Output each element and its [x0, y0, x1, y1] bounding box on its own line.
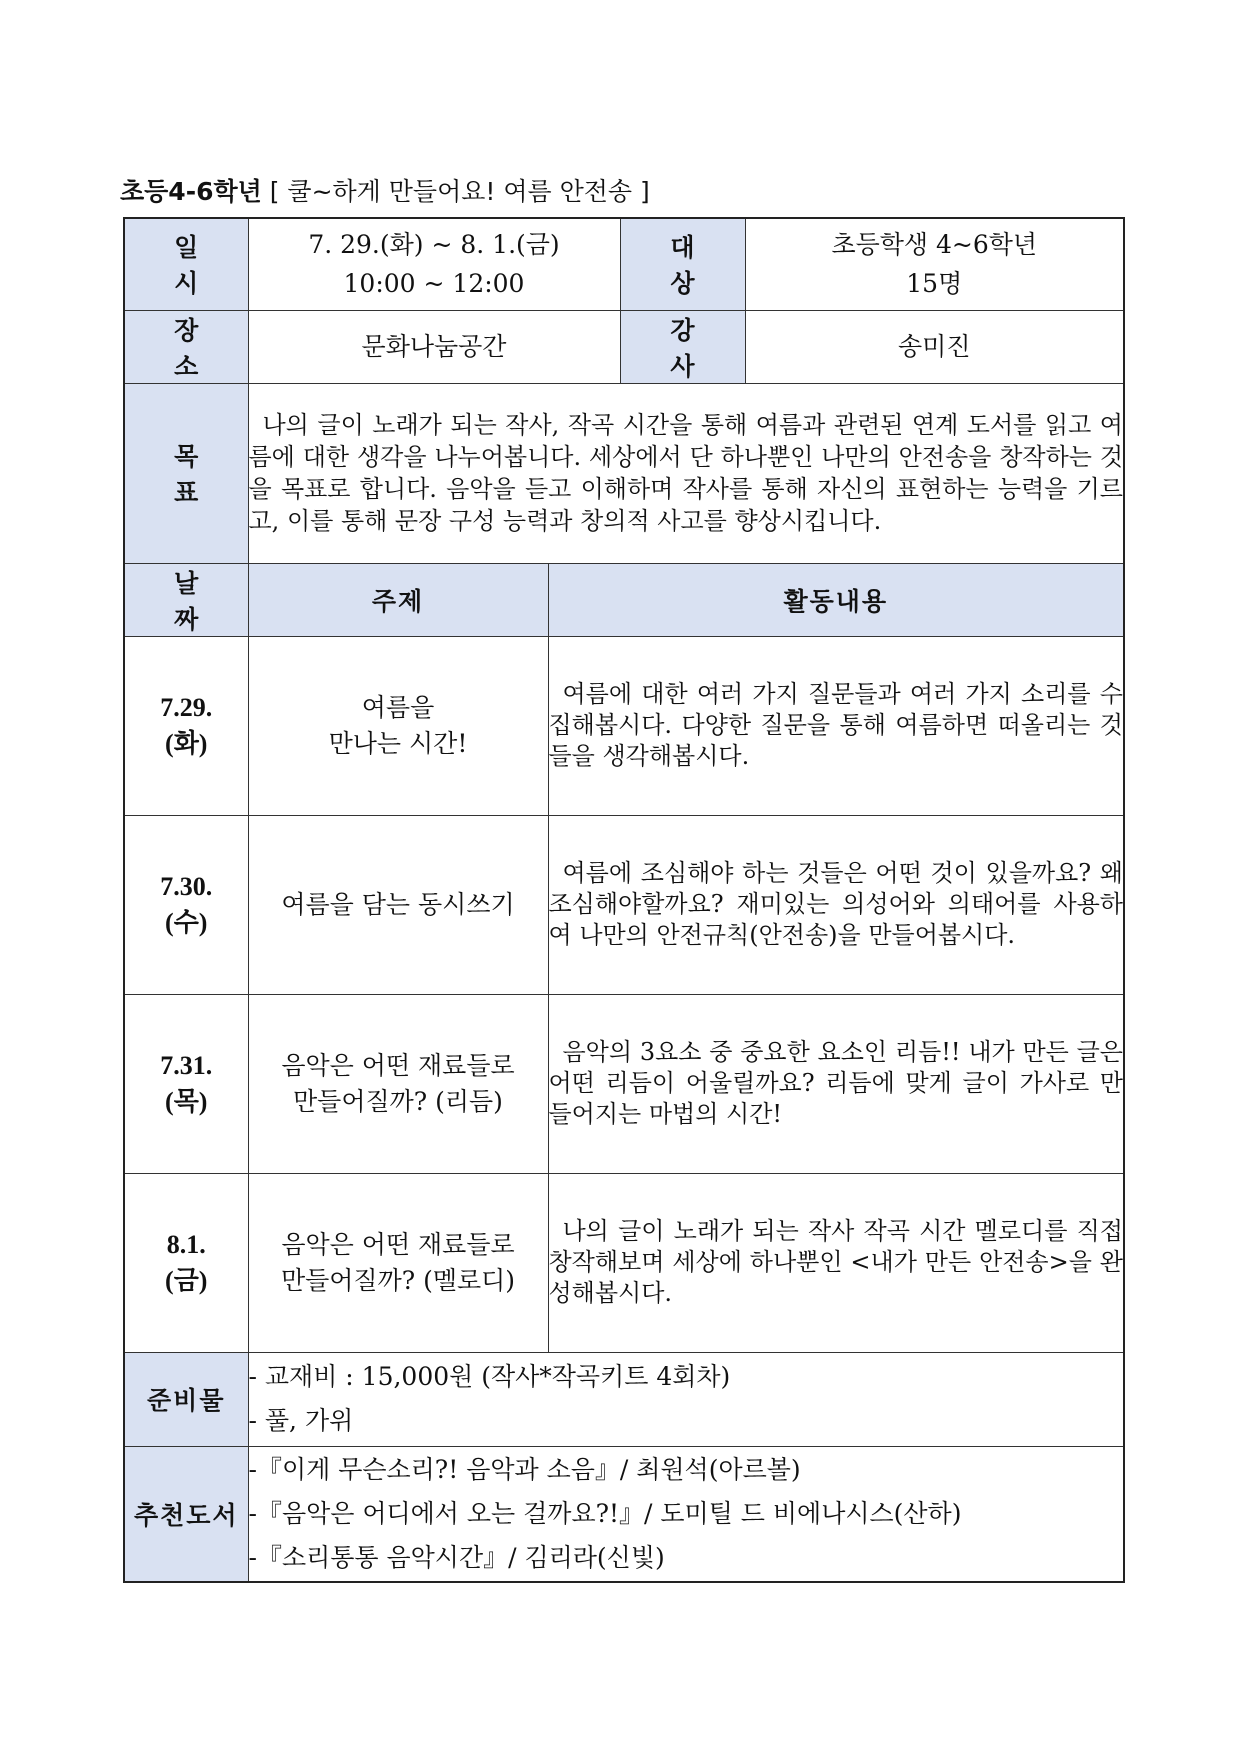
- place-label: 장 소: [124, 310, 248, 383]
- session-date: [124, 636, 248, 815]
- session-activity-text: 여름에 조심해야 하는 것들은 어떤 것이 있을까요? 왜 조심해야할까요? 재미있는 의성어와 의태어를 사용하여 나만의 안전규칙(안전송)을 만들어봅시다.: [548, 859, 1123, 949]
- teacher-value: 송미진: [745, 310, 1124, 383]
- info-row-place: [124, 310, 1124, 383]
- session-topic-line: 음악은 어떤 재료들로: [281, 1229, 515, 1259]
- book-item: -『음악은 어디에서 오는 걸까요?!』/ 도미틸 드 비에나시스(산하): [248, 1498, 962, 1528]
- date-range: 7. 29.(화) ~ 8. 1.(금): [308, 230, 560, 260]
- target-grade: 초등학생 4~6학년: [831, 230, 1038, 260]
- session-date-weekday: (화): [165, 728, 208, 758]
- book-item: -『소리통통 음악시간』/ 김리라(신빛): [248, 1542, 665, 1572]
- materials-item: - 교재비 : 15,000원 (작사*작곡키트 4회차): [248, 1362, 731, 1391]
- session-topic-line: 만들어질까? (멜로디): [280, 1265, 516, 1295]
- session-activity-text: 나의 글이 노래가 되는 작사 작곡 시간 멜로디를 직접 창작해보며 세상에 하나뿐인 <내가 만든 안전송>을 완성해봅시다.: [548, 1217, 1123, 1307]
- session-date: [124, 1173, 248, 1352]
- session-activity-text: 여름에 대한 여러 가지 질문들과 여러 가지 소리를 수집해봅시다. 다양한 질문을 통해 여름하면 떠올리는 것들을 생각해봅시다.: [548, 680, 1123, 770]
- books-label: 추천도서: [124, 1446, 248, 1582]
- session-date-weekday: (수): [165, 907, 208, 937]
- schedule-header-row: [124, 563, 1124, 636]
- goal-text: 나의 글이 노래가 되는 작사, 작곡 시간을 통해 여름과 관련된 연계 도서를 읽고 여름에 대한 생각을 나누어봅니다. 세상에서 단 하나뿐인 나만의 안전송을 창작하는 것을 목표로 합니다. 음악을 듣고 이해하며 작사를 통해 자신의 표현하는 능력을 기르고, 이를 통해 문장 구성 능력과 창의적 사고를 향상시킵니다.: [248, 411, 1123, 535]
- book-item: -『이게 무슨소리?! 음악과 소음』/ 최원석(아르볼): [248, 1454, 801, 1484]
- schedule-row: [124, 1173, 1124, 1352]
- materials-label: 준비물: [124, 1352, 248, 1446]
- title-program-name: [ 쿨~하게 만들어요! 여름 안전송 ]: [269, 177, 650, 206]
- materials-item: - 풀, 가위: [248, 1406, 354, 1435]
- schedule-topic-header: 주제: [248, 563, 548, 636]
- info-row-date: [124, 218, 1124, 310]
- session-date: [124, 994, 248, 1173]
- program-table: [123, 217, 1125, 1583]
- session-topic: [248, 636, 548, 815]
- goal-text-cell: [248, 383, 1124, 563]
- schedule-date-header: 날 짜: [124, 563, 248, 636]
- place-value: 문화나눔공간: [248, 310, 620, 383]
- session-date-day: 7.31.: [160, 1050, 213, 1080]
- session-date-weekday: (금): [165, 1265, 208, 1295]
- session-activity: [548, 994, 1124, 1173]
- session-activity-text: 음악의 3요소 중 중요한 요소인 리듬!! 내가 만든 글은 어떤 리듬이 어울릴까요? 리듬에 맞게 글이 가사로 만들어지는 마법의 시간!: [548, 1038, 1123, 1128]
- target-value: [745, 218, 1124, 310]
- session-date-weekday: (목): [165, 1086, 208, 1116]
- schedule-activity-header: 활동내용: [548, 563, 1124, 636]
- target-label: 대 상: [620, 218, 745, 310]
- session-activity: [548, 815, 1124, 994]
- schedule-row: [124, 815, 1124, 994]
- session-topic: [248, 1173, 548, 1352]
- session-topic: [248, 994, 548, 1173]
- goal-row: [124, 383, 1124, 563]
- target-count: 15명: [906, 269, 963, 299]
- session-topic-line: 만나는 시간!: [328, 728, 468, 758]
- time-range: 10:00 ~ 12:00: [343, 269, 525, 299]
- page-title: [120, 172, 650, 208]
- materials-row: [124, 1352, 1124, 1446]
- session-topic-line: 만들어질까? (리듬): [293, 1086, 503, 1116]
- schedule-row: [124, 636, 1124, 815]
- title-grade: 초등4-6학년: [120, 177, 262, 206]
- date-value: [248, 218, 620, 310]
- goal-label: 목 표: [124, 383, 248, 563]
- session-activity: [548, 636, 1124, 815]
- session-date: [124, 815, 248, 994]
- schedule-row: [124, 994, 1124, 1173]
- materials-list: [248, 1352, 1124, 1446]
- session-topic-line: 음악은 어떤 재료들로: [281, 1050, 515, 1080]
- books-list: [248, 1446, 1124, 1582]
- session-activity: [548, 1173, 1124, 1352]
- teacher-label: 강 사: [620, 310, 745, 383]
- session-date-day: 7.29.: [160, 692, 213, 722]
- session-date-day: 8.1.: [166, 1229, 206, 1259]
- session-topic-line: 여름을: [361, 692, 435, 722]
- session-topic: [248, 815, 548, 994]
- books-row: [124, 1446, 1124, 1582]
- session-date-day: 7.30.: [160, 871, 213, 901]
- date-label: 일 시: [124, 218, 248, 310]
- session-topic-line: 여름을 담는 동시쓰기: [281, 889, 515, 919]
